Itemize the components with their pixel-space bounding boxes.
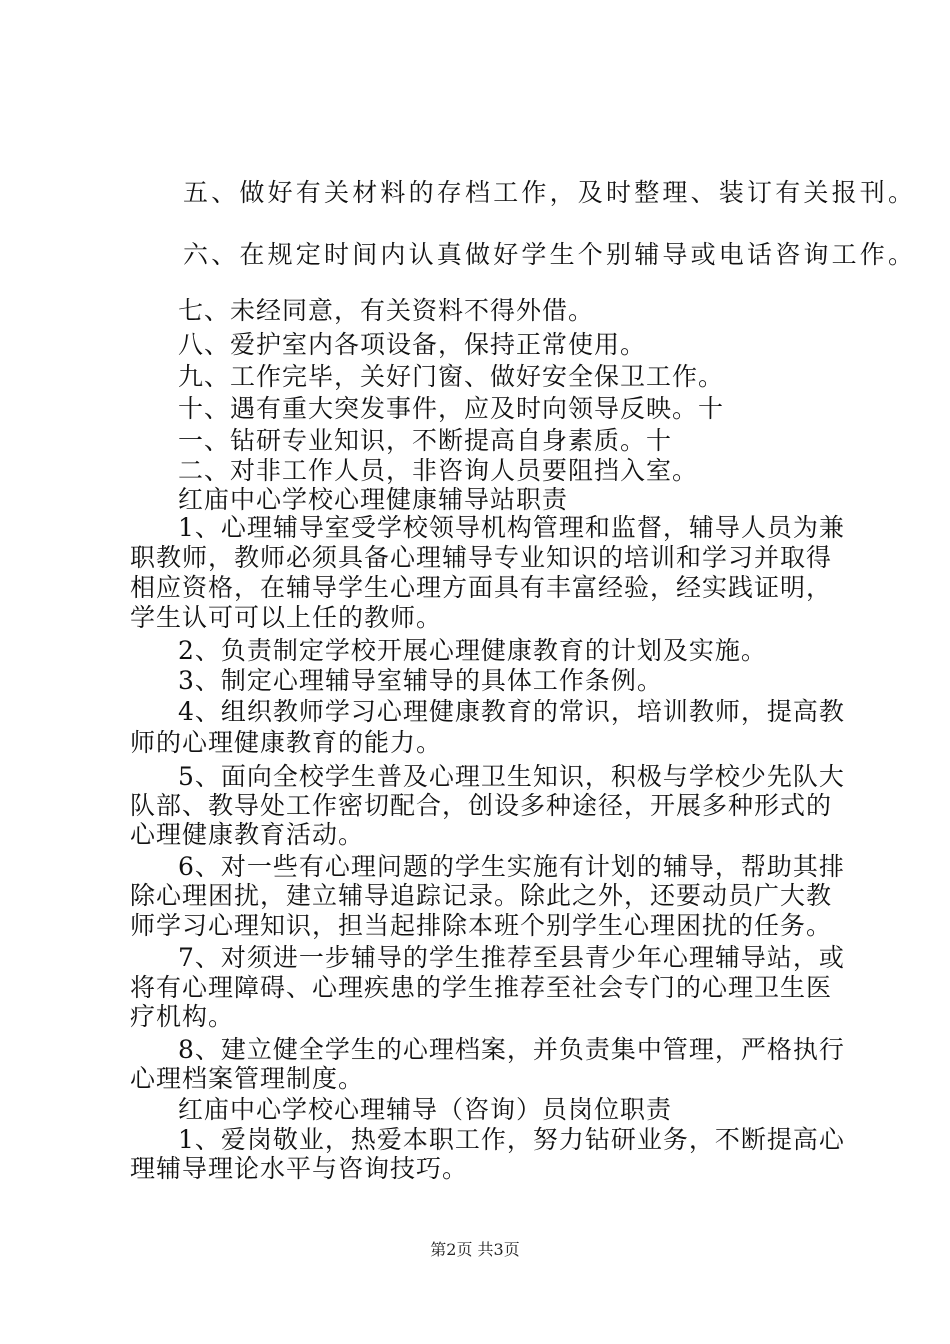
paragraph-line: 4、组织教师学习心理健康教育的常识，培训教师，提高教 [178, 697, 845, 726]
paragraph-line: 心理健康教育活动。 [130, 820, 365, 849]
paragraph-line: 理辅导理论水平与咨询技巧。 [130, 1154, 469, 1183]
paragraph-line: 九、工作完毕，关好门窗、做好安全保卫工作。 [178, 362, 725, 391]
paragraph-line: 相应资格，在辅导学生心理方面具有丰富经验，经实践证明， [130, 573, 833, 602]
section-heading: 红庙中心学校心理健康辅导站职责 [178, 485, 569, 514]
paragraph-line: 心理档案管理制度。 [130, 1064, 365, 1093]
paragraph-line: 七、未经同意，有关资料不得外借。 [178, 296, 595, 325]
paragraph-line: 7、对须进一步辅导的学生推荐至县青少年心理辅导站，或 [178, 943, 845, 972]
paragraph-line: 职教师，教师必须具备心理辅导专业知识的培训和学习并取得 [130, 543, 833, 572]
paragraph-line: 二、对非工作人员，非咨询人员要阻挡入室。 [178, 456, 699, 485]
paragraph-line: 除心理困扰，建立辅导追踪记录。除此之外，还要动员广大教 [130, 881, 833, 910]
paragraph-line: 六、在规定时间内认真做好学生个别辅导或电话咨询工作。 [183, 240, 917, 269]
section-heading: 红庙中心学校心理辅导（咨询）员岗位职责 [178, 1095, 673, 1124]
paragraph-line: 8、建立健全学生的心理档案，并负责集中管理，严格执行 [178, 1035, 845, 1064]
paragraph-line: 五、做好有关材料的存档工作，及时整理、装订有关报刊。 [183, 178, 917, 207]
paragraph-line: 1、爱岗敬业，热爱本职工作，努力钻研业务，不断提高心 [178, 1125, 845, 1154]
paragraph-line: 5、面向全校学生普及心理卫生知识，积极与学校少先队大 [178, 762, 845, 791]
paragraph-line: 2、负责制定学校开展心理健康教育的计划及实施。 [178, 636, 767, 665]
paragraph-line: 师的心理健康教育的能力。 [130, 728, 443, 757]
paragraph-line: 师学习心理知识，担当起排除本班个别学生心理困扰的任务。 [130, 911, 833, 940]
paragraph-line: 学生认可可以上任的教师。 [130, 603, 443, 632]
paragraph-line: 八、爱护室内各项设备，保持正常使用。 [178, 330, 647, 359]
paragraph-line: 队部、教导处工作密切配合，创设多种途径，开展多种形式的 [130, 791, 833, 820]
paragraph-line: 十、遇有重大突发事件，应及时向领导反映。十 [178, 394, 725, 423]
page-number: 第2页 共3页 [430, 1240, 520, 1259]
paragraph-line: 疗机构。 [130, 1002, 235, 1031]
paragraph-line: 1、心理辅导室受学校领导机构管理和监督，辅导人员为兼 [178, 513, 845, 542]
paragraph-line: 一、钻研专业知识，不断提高自身素质。十 [178, 426, 673, 455]
paragraph-line: 将有心理障碍、心理疾患的学生推荐至社会专门的心理卫生医 [130, 973, 833, 1002]
paragraph-line: 6、对一些有心理问题的学生实施有计划的辅导，帮助其排 [178, 852, 845, 881]
paragraph-line: 3、制定心理辅导室辅导的具体工作条例。 [178, 666, 663, 695]
